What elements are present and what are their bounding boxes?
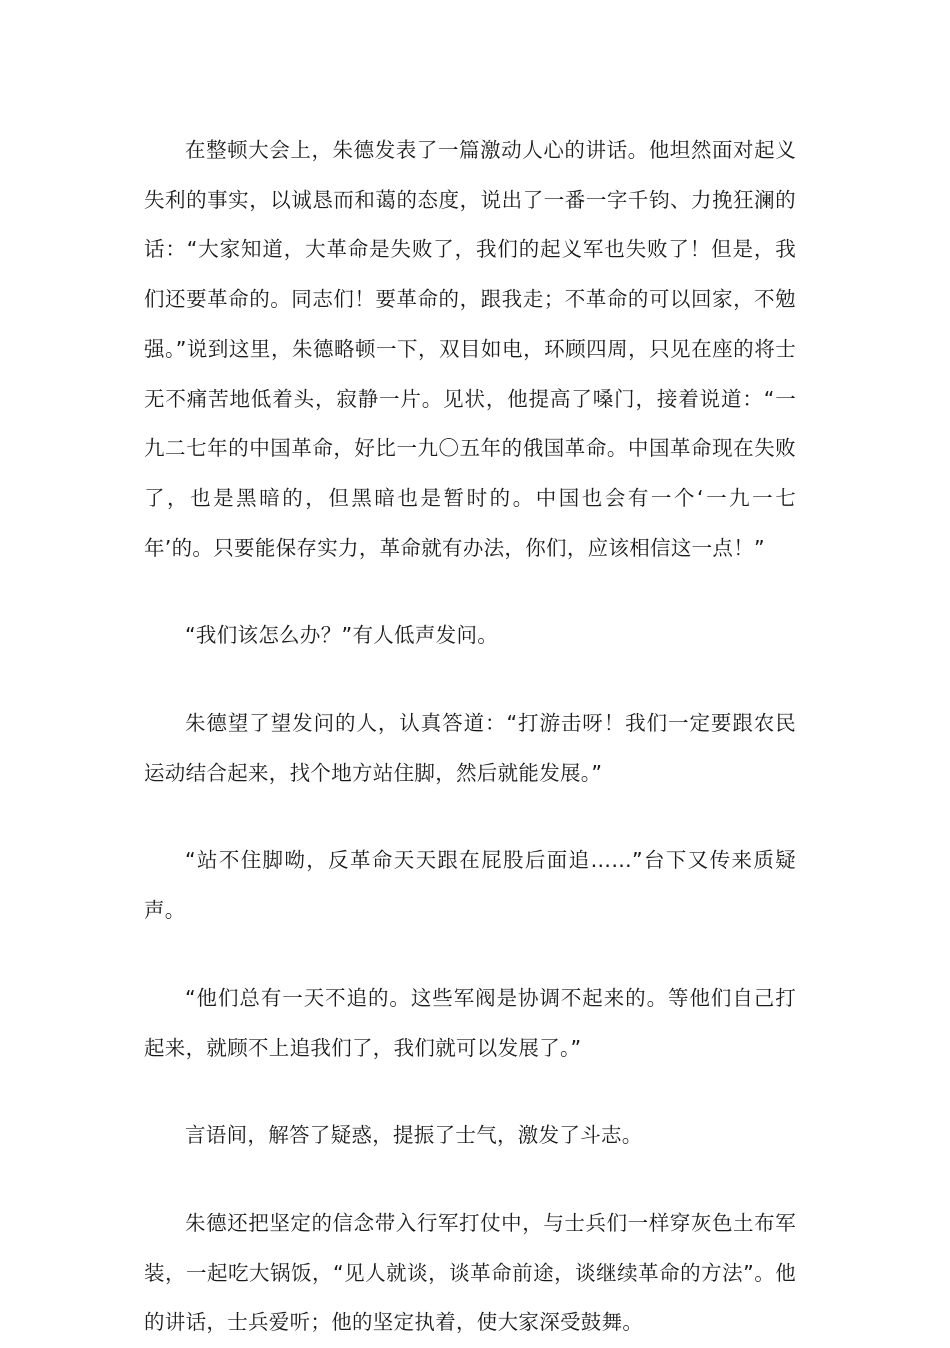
paragraph-6: 言语间，解答了疑惑，提振了士气，激发了斗志。 [185,1123,643,1148]
paragraph-2: “我们该怎么办？”有人低声发问。 [185,623,499,648]
paragraph-3: 朱德望了望发问的人，认真答道：“打游击呀！我们一定要跟农民运动结合起来，找个地方站住脚，然后就能发展。” [144,711,796,785]
article-body [144,126,796,1348]
paragraph-7: 朱德还把坚定的信念带入行军打仗中，与士兵们一样穿灰色土布军装，一起吃大锅饭，“见人就谈，谈革命前途，谈继续革命的方法”。他的讲话，士兵爱听；他的坚定执着，使大家深受鼓舞。 [144,1210,796,1335]
paragraph-4: “站不住脚呦，反革命天天跟在屁股后面追……”台下又传来质疑声。 [144,848,796,923]
paragraph-5: “他们总有一天不追的。这些军阀是协调不起来的。等他们自己打起来，就顾不上追我们了，我们就可以发展了。” [144,985,796,1060]
paragraph-1: 在整顿大会上，朱德发表了一篇激动人心的讲话。他坦然面对起义失利的事实，以诚恳而和蔼的态度，说出了一番一字千钧、力挽狂澜的话：“大家知道，大革命是失败了，我们的起义军也失败了！但是，我们还要革命的。同志们！要革命的，跟我走；不革命的可以回家，不勉强。”说到这里，朱德略顿一下，双目如电，环顾四周，只见在座的将士无不痛苦地低着头，寂静一片。见状，他提高了嗓门，接着说道：“一九二七年的中国革命，好比一九〇五年的俄国革命。中国革命现在失败了，也是黑暗的，但黑暗也是暂时的。中国也会有一个‘一九一七年’的。只要能保存实力，革命就有办法，你们，应该相信这一点！” [144,138,796,560]
